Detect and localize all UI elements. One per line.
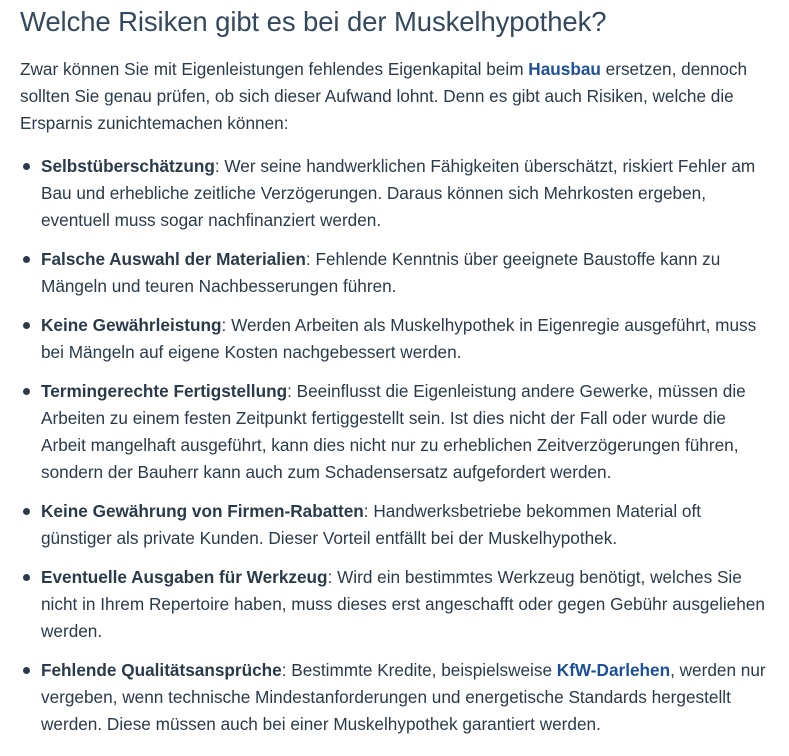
hausbau-link[interactable]: Hausbau: [528, 59, 601, 79]
bullet-icon: [23, 667, 30, 674]
section-heading: Welche Risiken gibt es bei der Muskelhypothek?: [20, 6, 607, 37]
risk-list-item: [20, 312, 773, 366]
bullet-icon: [23, 388, 30, 395]
intro-text-after: ersetzen, dennoch sollten Sie genau prüfen, ob sich dieser Aufwand lohnt. Denn es gibt auch Risiken, welche die Ersparnis zunichtemachen können:: [20, 59, 748, 133]
risk-list-item: [20, 657, 773, 738]
risk-term: Keine Gewährung von Firmen-Rabatten: [41, 501, 364, 521]
bullet-icon: [23, 322, 30, 329]
risk-term: Eventuelle Ausgaben für Werkzeug: [41, 567, 328, 587]
bullet-icon: [23, 574, 30, 581]
risk-list-item: [20, 378, 773, 486]
risk-list-item: [20, 564, 773, 645]
bullet-icon: [23, 256, 30, 263]
risk-term: Selbstüberschätzung: [41, 156, 215, 176]
risk-list-item: [20, 246, 773, 300]
risk-term: Falsche Auswahl der Materialien: [41, 249, 306, 269]
risk-term: Keine Gewährleistung: [41, 315, 222, 335]
risk-description-after-link: , werden nur vergeben, wenn technische Mindestanforderungen und energetische Standards hergestellt werden. Diese müssen auch bei einer Muskelhypothek garantiert werden.: [41, 660, 766, 734]
risk-term: Fehlende Qualitätsansprüche: [41, 660, 282, 680]
risk-term: Termingerechte Fertigstellung: [41, 381, 288, 401]
risk-list-item: [20, 153, 773, 234]
risk-description: : Handwerksbetriebe bekommen Material oft günstiger als private Kunden. Dieser Vorteil entfällt bei der Muskelhypothek.: [41, 501, 702, 548]
risk-description: : Werden Arbeiten als Muskelhypothek in Eigenregie ausgeführt, muss bei Mängeln auf eigene Kosten nachgebessert werden.: [41, 315, 757, 362]
bullet-icon: [23, 163, 30, 170]
intro-paragraph: [20, 56, 773, 137]
kfw-darlehen-link[interactable]: KfW-Darlehen: [556, 660, 671, 680]
risk-description: : Beeinflusst die Eigenleistung andere Gewerke, müssen die Arbeiten zu einem festen Zeitpunkt fertiggestellt sein. Ist dies nicht der Fall oder wurde die Arbeit mangelhaft ausgeführt, kann dies nicht nur zu erheblichen Zeitverzögerungen führen, sondern der Bauherr kann auch zum Schadensersatz aufgefordert werden.: [41, 381, 746, 482]
risk-description: : Wird ein bestimmtes Werkzeug benötigt, welches Sie nicht in Ihrem Repertoire haben, muss dieses erst angeschafft oder gegen Gebühr ausgeliehen werden.: [41, 567, 765, 641]
bullet-icon: [23, 508, 30, 515]
intro-text-before: Zwar können Sie mit Eigenleistungen fehlendes Eigenkapital beim: [20, 59, 529, 79]
risk-description: : Wer seine handwerklichen Fähigkeiten überschätzt, riskiert Fehler am Bau und erhebliche zeitliche Verzögerungen. Daraus können sich Mehrkosten ergeben, eventuell muss sogar nachfinanziert werden.: [41, 156, 756, 230]
risk-description-before-link: : Bestimmte Kredite, beispielsweise: [281, 660, 557, 680]
risk-list-item: [20, 498, 773, 552]
risk-list: [20, 153, 773, 738]
risk-description: : Fehlende Kenntnis über geeignete Baustoffe kann zu Mängeln und teuren Nachbesserungen führen.: [41, 249, 721, 296]
